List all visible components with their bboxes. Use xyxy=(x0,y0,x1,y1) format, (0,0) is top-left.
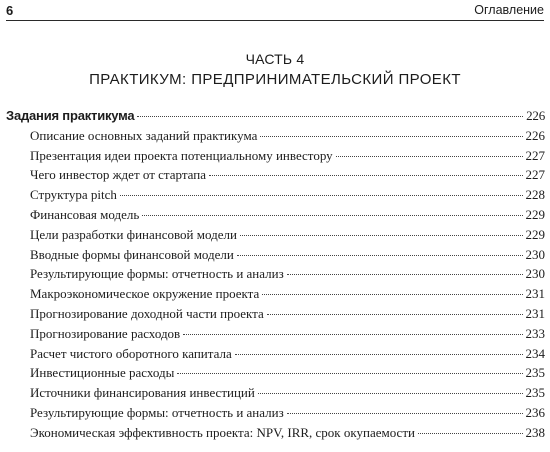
toc-entry[interactable] xyxy=(6,205,545,225)
dot-leader xyxy=(240,235,523,236)
toc-entry-title: Экономическая эффективность проекта: NPV, IRR, срок окупаемости xyxy=(30,424,415,440)
toc-entry-page: 227 xyxy=(525,147,545,163)
toc-entry-title: Вводные формы финансовой модели xyxy=(30,246,234,262)
part-label: ЧАСТЬ 4 xyxy=(245,51,305,67)
dot-leader xyxy=(262,294,522,295)
dot-leader xyxy=(287,413,523,414)
toc-entry-page: 226 xyxy=(525,127,545,143)
toc-entry[interactable] xyxy=(6,225,545,245)
toc-entry-title: Презентация идеи проекта потенциальному инвестору xyxy=(30,147,333,163)
toc-section[interactable] xyxy=(6,106,545,126)
toc-entry-title: Чего инвестор ждет от стартапа xyxy=(30,167,207,183)
toc-entry-title: Результирующие формы: отчетность и анализ xyxy=(30,266,284,282)
toc-entry[interactable] xyxy=(6,245,545,265)
toc-entry[interactable] xyxy=(6,403,545,423)
toc-entry[interactable] xyxy=(6,363,545,383)
toc-entry-page: 238 xyxy=(525,424,545,440)
toc-entry-page: 229 xyxy=(525,206,545,222)
dot-leader xyxy=(260,136,522,137)
toc-section-title: Задания практикума xyxy=(6,108,135,123)
toc-section-page: 226 xyxy=(526,108,545,123)
page-number: 6 xyxy=(6,3,14,18)
page-header xyxy=(6,3,544,21)
dot-leader xyxy=(336,156,523,157)
toc-entry[interactable] xyxy=(6,126,545,146)
table-of-contents xyxy=(6,106,545,443)
dot-leader xyxy=(120,195,523,196)
toc-entry-page: 230 xyxy=(525,266,545,282)
toc-entry-title: Цели разработки финансовой модели xyxy=(30,226,237,242)
dot-leader xyxy=(142,215,522,216)
toc-entry-page: 235 xyxy=(525,365,545,381)
toc-entry[interactable] xyxy=(6,185,545,205)
dot-leader xyxy=(137,116,523,117)
toc-entry[interactable] xyxy=(6,324,545,344)
dot-leader xyxy=(418,433,523,434)
toc-entry[interactable] xyxy=(6,264,545,284)
toc-entry-page: 231 xyxy=(525,305,545,321)
toc-entry[interactable] xyxy=(6,304,545,324)
toc-entry-title: Результирующие формы: отчетность и анализ xyxy=(30,404,284,420)
dot-leader xyxy=(177,373,522,374)
toc-entry-title: Прогнозирование доходной части проекта xyxy=(30,305,264,321)
toc-entry-page: 235 xyxy=(525,385,545,401)
toc-entry-page: 233 xyxy=(525,325,545,341)
toc-entry-title: Прогнозирование расходов xyxy=(30,325,181,341)
dot-leader xyxy=(209,175,522,176)
running-head: Оглавление xyxy=(474,3,544,17)
dot-leader xyxy=(258,393,523,394)
toc-entry-page: 229 xyxy=(525,226,545,242)
toc-entry-title: Инвестиционные расходы xyxy=(30,365,175,381)
part-title: ПРАКТИКУМ: ПРЕДПРИНИМАТЕЛЬСКИЙ ПРОЕКТ xyxy=(89,71,461,88)
dot-leader xyxy=(237,255,523,256)
toc-entry[interactable] xyxy=(6,344,545,364)
toc-entry-page: 234 xyxy=(525,345,545,361)
toc-entry[interactable] xyxy=(6,423,545,443)
dot-leader xyxy=(235,354,523,355)
toc-entry-page: 228 xyxy=(525,187,545,203)
toc-entry[interactable] xyxy=(6,383,545,403)
toc-entry-title: Структура pitch xyxy=(30,187,117,203)
toc-entry-title: Макроэкономическое окружение проекта xyxy=(30,286,260,302)
toc-entry-title: Финансовая модель xyxy=(30,206,140,222)
dot-leader xyxy=(287,274,523,275)
toc-entry-page: 230 xyxy=(525,246,545,262)
toc-entry-page: 227 xyxy=(525,167,545,183)
dot-leader xyxy=(267,314,523,315)
header-divider xyxy=(6,20,544,21)
toc-entry-title: Расчет чистого оборотного капитала xyxy=(30,345,232,361)
dot-leader xyxy=(183,334,522,335)
toc-entry-title: Источники финансирования инвестиций xyxy=(30,385,255,401)
toc-entry[interactable] xyxy=(6,146,545,166)
toc-entry-page: 231 xyxy=(525,286,545,302)
toc-entry-title: Описание основных заданий практикума xyxy=(30,127,258,143)
toc-entry[interactable] xyxy=(6,165,545,185)
toc-entry[interactable] xyxy=(6,284,545,304)
toc-entry-page: 236 xyxy=(525,404,545,420)
